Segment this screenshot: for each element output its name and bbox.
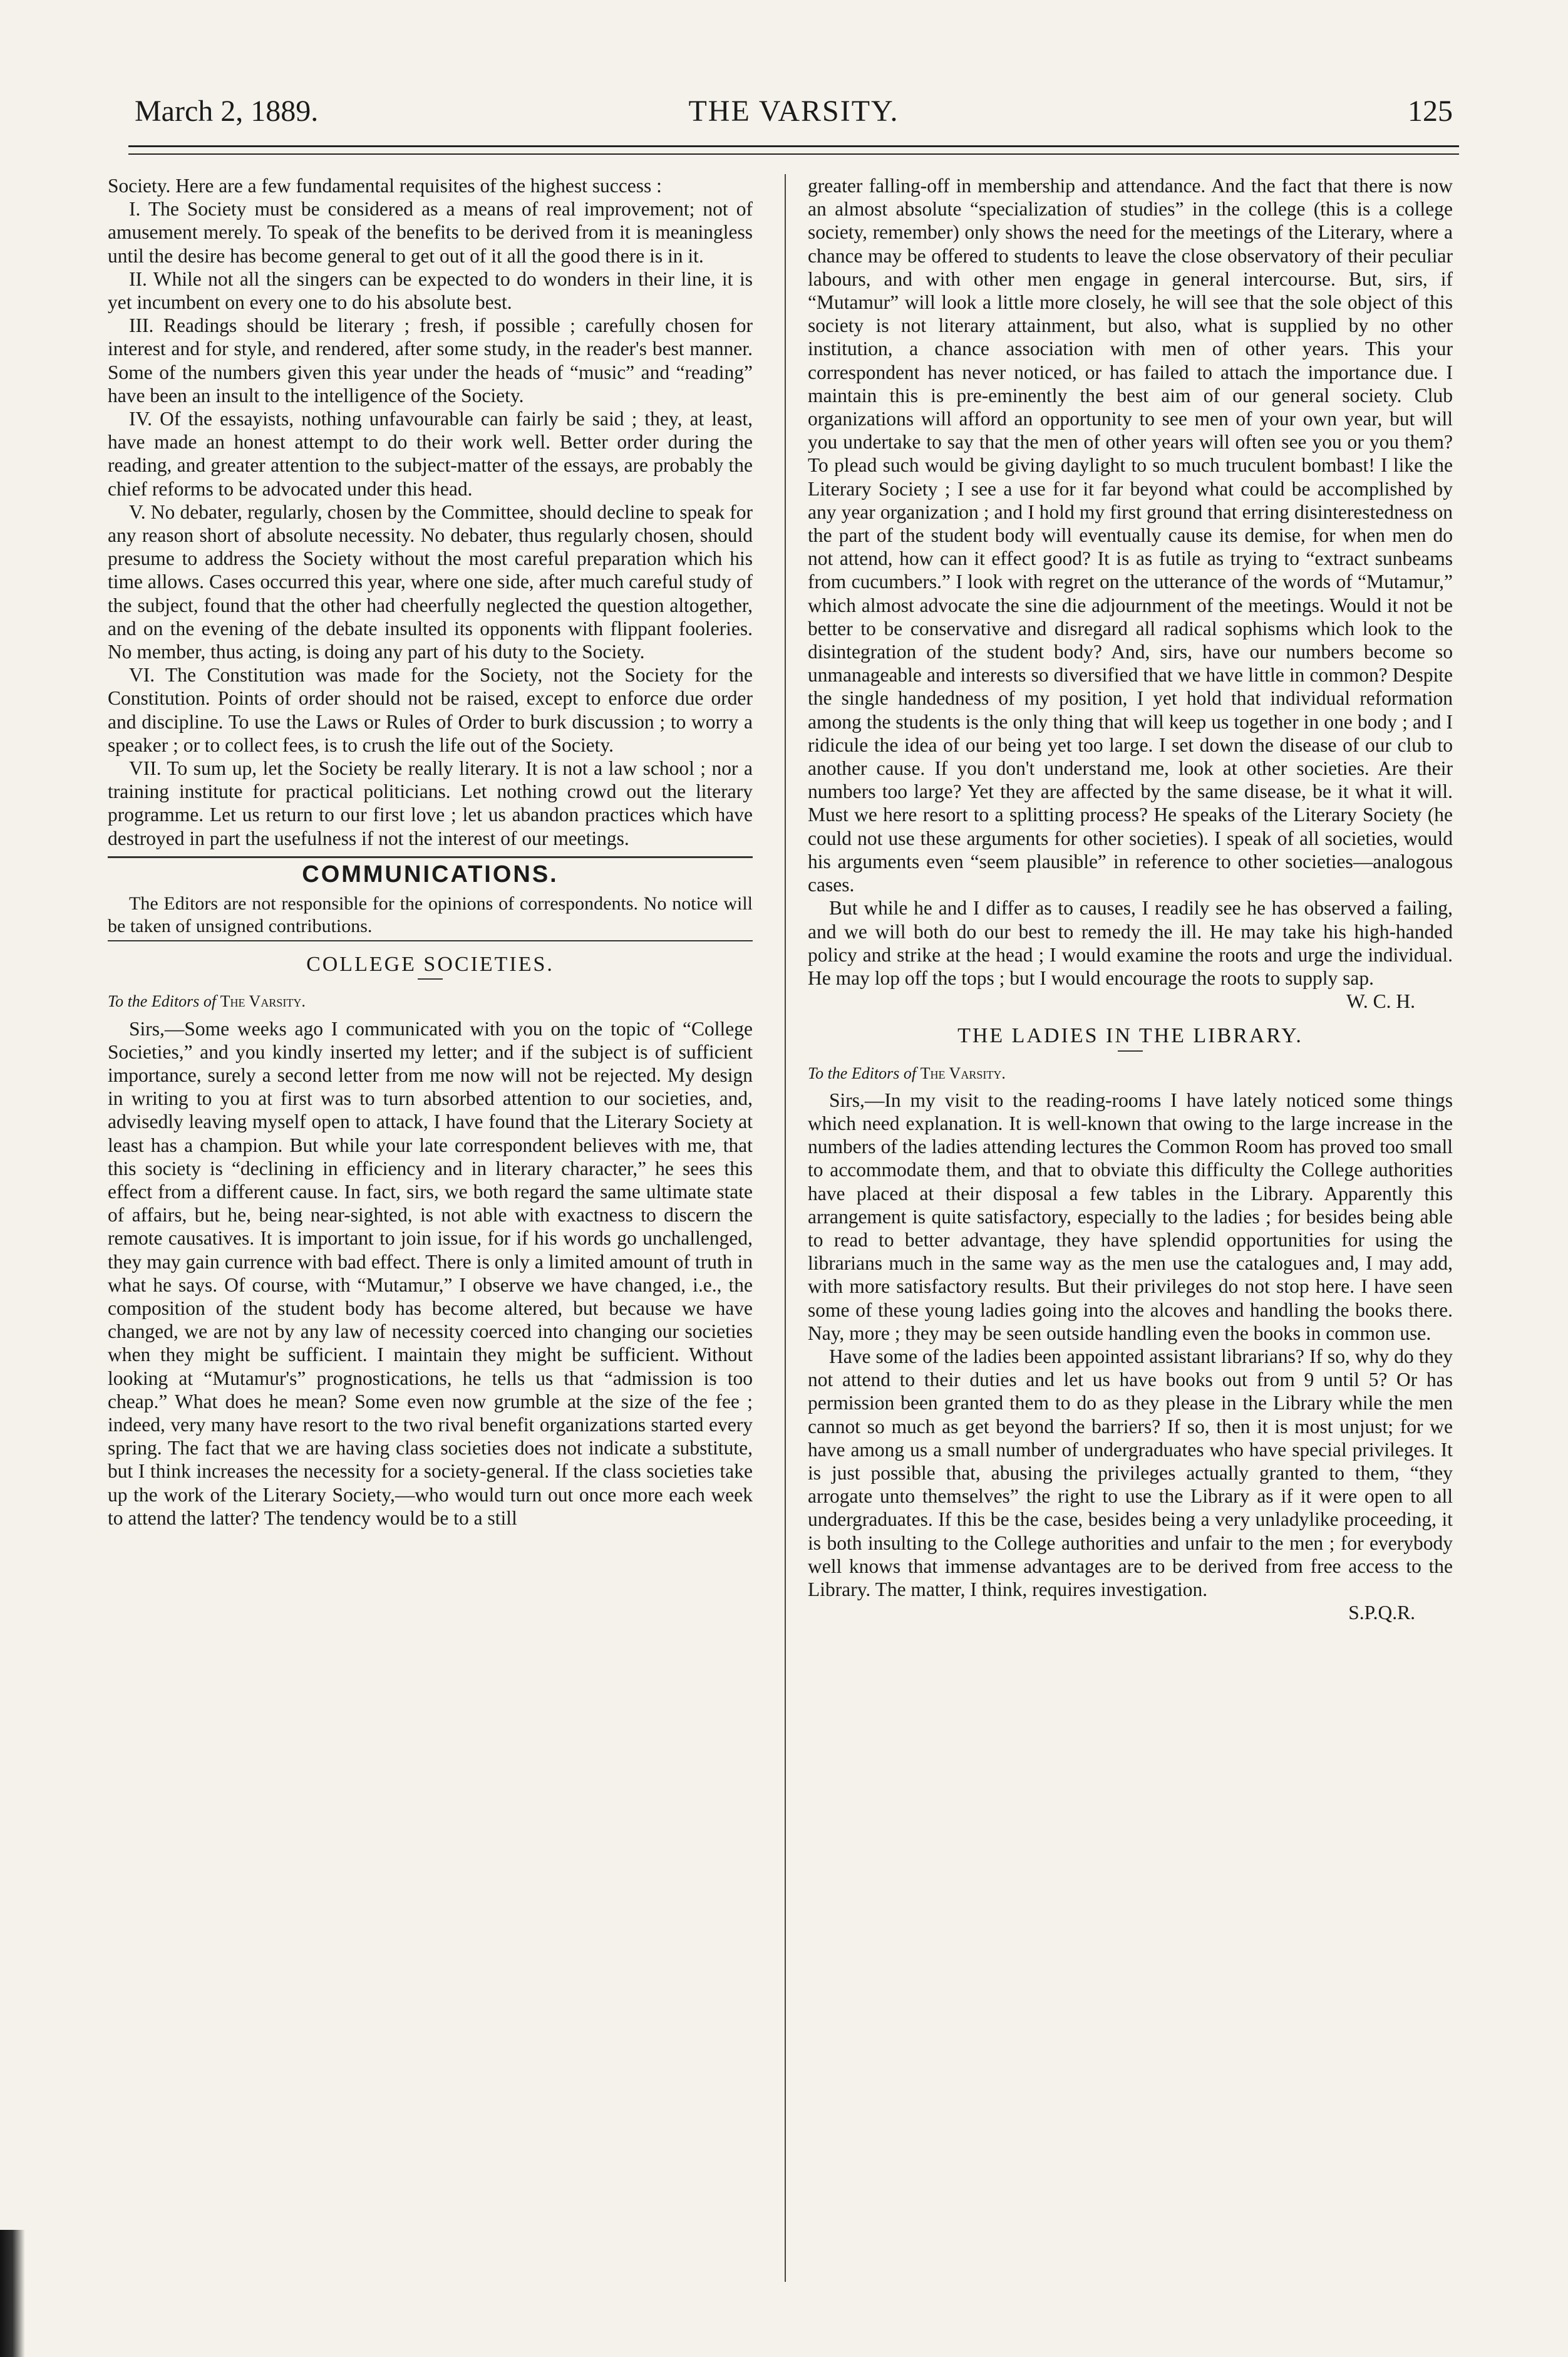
requisite-7: VII. To sum up, let the Society be really literary. It is not a law school ; nor a training institute for practical politicians. Let nothing crowd out the literary programme. Let us return to our first love ; let us abandon practices which have destroyed in part the usefulness if not the interest of our meetings. (108, 757, 753, 849)
ladies-library-heading: THE LADIES IN THE LIBRARY. (957, 1024, 1303, 1048)
header-rule (128, 145, 1459, 155)
letter-salutation (108, 990, 753, 1013)
issue-date: March 2, 1889. (135, 95, 319, 128)
college-societies-heading: COLLEGE SOCIETIES. (306, 953, 554, 976)
requisite-5: V. No debater, regularly, chosen by the Committee, should decline to speak for any reason short of absolute necessity. No debater, thus regularly chosen, should presume to address the Society without the most careful preparation which his time allows. Cases occurred this year, where one side, after much careful study of the subject, found that the other had cheerfully neglected the question altogether, and on the evening of the debate insulted its opponents with flippant fooleries. No member, thus acting, is doing any part of his duty to the Society. (108, 500, 753, 663)
scan-edge-shadow (0, 2230, 25, 2357)
letter-closing: But while he and I differ as to causes, I readily see he has observed a failing, and we will both do our best to remedy the ill. He may take his high-handed policy and strike at the head ; I would examine the roots and urge the individual. He may lop off the tops ; but I would encourage the roots to supply sap. (808, 897, 1453, 989)
ladies-paragraph-2: Have some of the ladies been appointed assistant librarians? If so, why do they not attend to their duties and let us have books out from 9 until 5? Or has permission been granted them to do as they please in the Library while the men cannot so much as get beyond the barriers? If so, then it is most unjust; for we have among us a small number of undergraduates who have special privileges. It is just possible that, abusing the privileges actually granted to them, “they arrogate unto themselves” the right to use the Library as if it were open to all undergraduates. If this be the case, besides being a very unladylike proceeding, it is both insulting to the College authorities and unfair to the men ; for everybody well knows that immense advantages are to be derived from free access to the Library. The matter, I think, requires investigation. (808, 1345, 1453, 1600)
requisite-4: IV. Of the essayists, nothing unfavourable can fairly be said ; they, at least, have made an honest attempt to do their work well. Better order during the reading, and greater attention to the subject-matter of the essays, are probably the chief reforms to be advocated under this head. (108, 408, 753, 500)
salutation-prefix-2: To the Editors of (808, 1064, 917, 1082)
masthead-title: THE VARSITY. (688, 95, 899, 128)
heading-dash (418, 978, 443, 980)
requisite-6: VI. The Constitution was made for the Society, not the Society for the Constitution. Points of order should not be raised, except to enforce due order and discipline. To use the Laws or Rules of Order to burk discussion ; to worry a speaker ; or to collect fees, is to crush the life out of the Society. (108, 664, 753, 756)
ladies-salutation (808, 1062, 1453, 1085)
editors-notice: The Editors are not responsible for the opinions of correspondents. No notice will be taken of unsigned contributions. (108, 893, 753, 937)
salutation-prefix: To the Editors of (108, 992, 217, 1011)
letter-continuation: greater falling-off in membership and attendance. And the fact that there is now an almost absolute “specialization of studies” in the college (this is a college society, remember) only shows the need for the meetings of the Literary, where a chance may be offered to students to leave the close observatory of their peculiar labours, and with other men engage in general intercourse. But, sirs, if “Mutamur” will look a little more closely, he will see that the sole object of this society is not literary attainment, but also, what is supplied by no other institution, a chance association with men of other years. This your correspondent has never noticed, or has failed to attach the importance due. I maintain this is pre-eminently the best aim of our general society. Club organizations will afford an opportunity to see men of your own year, but will you undertake to say that the men of other years will often see you or you them? To plead such would be giving daylight to so much truculent bombast! I like the Literary Society ; I see a use for it far beyond what could be accomplished by any year organization ; and I hold my first ground that erring disinterestedness on the part of the student body will eventually cause its demise, for when men do not attend, how can it effect good? It is as futile as trying to “extract sunbeams from cucumbers.” I look with regret on the utterance of the words of “Mutamur,” which almost advocate the sine die adjournment of the meetings. Would it not be better to be conservative and disregard all radical sophisms which look to the disintegration of the student body? And, sirs, have our numbers become so unmanageable and interests so diversified that we have little in common? Despite the single handedness of my position, I yet hold that individual reformation among the students is the only thing that will keep us together in one body ; and I ridicule the idea of our being yet too large. I set down the disease of our club to another cause. If you don't understand me, look at other societies. Are their numbers too large? Yet they are affected by the same disease, be it what it will. Must we here resort to a splitting process? He speaks of the Literary Society (he could not use these arguments for other societies). I speak of all societies, would his arguments even “seem plausible” in reference to other societies—analogous cases. (808, 175, 1453, 896)
college-societies-letter: Sirs,—Some weeks ago I communicated with you on the topic of “College Societies,” and you kindly inserted my letter; and if the subject is of sufficient importance, surely a second letter from me now will not be rejected. My design in writing to you at first was to turn absorbed attention to our societies, and, advisedly leaving myself open to attack, I have found that the Literary Society at least has a champion. But while your late correspondent believes with me, that this society is “declining in efficiency and in literary character,” he sees this effect from a different cause. In fact, sirs, we both regard the same ultimate state of affairs, but he, being near-sighted, is not able with exactness to discern the remote causatives. It is important to join issue, for if his words go unchallenged, they may gain currence with bad effect. There is only a limited amount of truth in what he says. Of course, with “Mutamur,” I observe we have changed, i.e., the composition of the student body has become altered, but because we have changed, we are not by any law of necessity coerced into changing our societies when they might be sufficient. I maintain they might be sufficient. Without looking at “Mutamur's” prognostications, he tells us that “admission is too cheap.” What does he mean? Some even now grumble at the size of the fee ; indeed, very many have resort to the two rival benefit organizations started every spring. The fact that we are having class societies does not indicate a substitute, but I think increases the necessity for a society-general. If the class societies take up the work of the Literary Society,—who would turn out once more each week to attend the latter? The tendency would be to a still (108, 1017, 753, 1529)
salutation-paper: The Varsity. (220, 992, 306, 1011)
page-number: 125 (1408, 95, 1453, 128)
intro-paragraph: Society. Here are a few fundamental requisites of the highest success : (108, 175, 662, 197)
communications-heading: COMMUNICATIONS. (302, 861, 559, 888)
signature-spqr: S.P.Q.R. (1348, 1602, 1415, 1624)
column-rule (785, 174, 786, 2282)
notice-divider (108, 940, 753, 941)
requisite-1: I. The Society must be considered as a means of real improvement; not of amusement merely. To speak of the benefits to be derived from it is meaningless until the desire has become general to get out of it all the good there is in it. (108, 198, 753, 267)
page-header (128, 94, 1459, 144)
requisite-2: II. While not all the singers can be expected to do wonders in their line, it is yet incumbent on every one to do his absolute best. (108, 267, 753, 314)
ladies-paragraph-1: Sirs,—In my visit to the reading-rooms I have lately noticed some things which need explanation. It is well-known that owing to the large increase in the numbers of the ladies attending lectures the Common Room has proved too small to accommodate them, and that to obviate this difficulty the College authorities have placed at their disposal a few tables in the Library. Apparently this arrangement is quite satisfactory, especially to the ladies ; for besides being able to read to better advantage, they have splendid opportunities for using the librarians much in the same way as the men use the catalogues and, I may add, with more satisfactory results. But their privileges do not stop here. I have seen some of these young ladies going into the alcoves and handling the books there. Nay, more ; they may be seen outside handling even the books in common use. (808, 1089, 1453, 1344)
right-column (808, 174, 1453, 1624)
left-column (108, 174, 753, 1530)
heading-dash-2 (1118, 1050, 1143, 1052)
signature-wch: W. C. H. (1346, 990, 1415, 1013)
salutation-paper-2: The Varsity. (920, 1064, 1006, 1082)
section-divider (108, 856, 753, 858)
requisite-3: III. Readings should be literary ; fresh, if possible ; carefully chosen for interest and for style, and rendered, after some study, in the reader's best manner. Some of the numbers given this year under the heads of “music” and “reading” have been an insult to the intelligence of the Society. (108, 314, 753, 407)
